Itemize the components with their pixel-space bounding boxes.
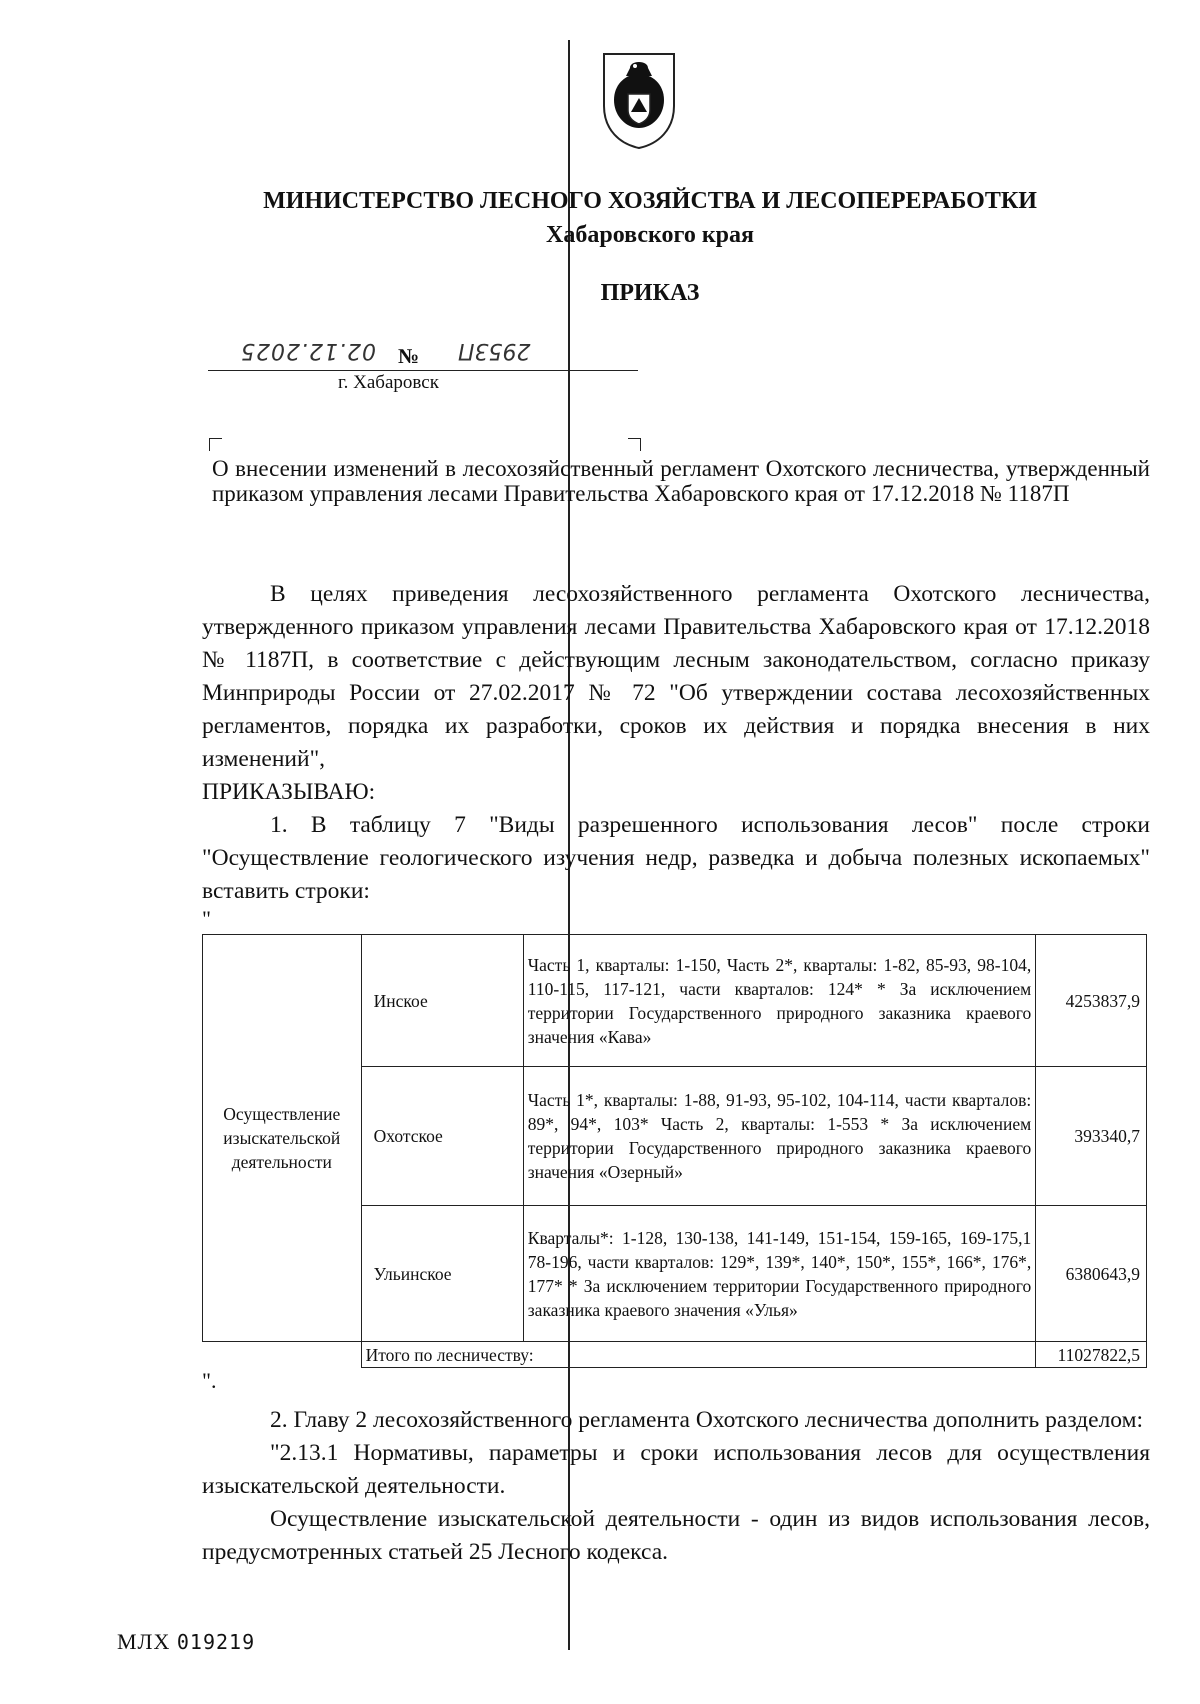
- order-date: 02.12.2025: [240, 338, 376, 363]
- code-letters: МЛХ: [117, 1629, 171, 1654]
- district-cell: Ульинское: [361, 1206, 523, 1342]
- ministry-region: Хабаровского края: [546, 222, 754, 248]
- date-underline: [208, 370, 638, 371]
- description-cell: Часть 1, кварталы: 1-150, Часть 2*, кварталы: 1-82, 85-93, 98-104, 110-115, 117-121, части кварталов: 124* * За исключением территории Государственного природного заказника краевого значения «Кава»: [523, 935, 1035, 1067]
- area-cell: 6380643,9: [1036, 1206, 1147, 1342]
- total-label: Итого по лесничеству:: [361, 1342, 1036, 1368]
- item-2: 2. Главу 2 лесохозяйственного регламента Охотского лесничества дополнить разделом:: [270, 1407, 1143, 1433]
- description-cell: Часть 1*, кварталы: 1-88, 91-93, 95-102, 104-114, части кварталов: 89*, 94*, 103* Часть 2, кварталы: 1-553 * За исключением территории Государственного природного заказника краевого значения «Озерный»: [523, 1067, 1035, 1206]
- district-cell: Инское: [361, 935, 523, 1067]
- order-title: ПРИКАЗ: [600, 280, 700, 306]
- district-cell: Охотское: [361, 1067, 523, 1206]
- activity-cell: Осуществление изыскательской деятельности: [203, 935, 362, 1342]
- table-total-row: [203, 1342, 1147, 1368]
- order-number: 2953П: [458, 338, 531, 363]
- item-1: 1. В таблицу 7 "Виды разрешенного использования лесов" после строки "Осуществление геологического изучения недр, разведка и добыча полезных ископаемых" вставить строки:: [202, 812, 1150, 904]
- preamble: В целях приведения лесохозяйственного регламента Охотского лесничества, утвержденного приказом управления лесами Правительства Хабаровского края от 17.12.2018 № 1187П, в соответствие с действующим лесным законодательством, согласно приказу Минприроды России от 27.02.2017 № 72 "Об утверждении состава лесохозяйственных регламентов, порядка их разработки, сроков их действия и порядка внесения в них изменений",: [202, 581, 1150, 772]
- ministry-name: МИНИСТЕРСТВО ЛЕСНОГО ХОЗЯЙСТВА И ЛЕСОПЕРЕРАБОТКИ: [263, 188, 1037, 214]
- ministry-heading: [0, 184, 1200, 252]
- empty-cell: [203, 1342, 362, 1368]
- total-value: 11027822,5: [1036, 1342, 1147, 1368]
- document-code: [117, 1629, 255, 1655]
- number-label: №: [398, 344, 420, 368]
- order-subject: О внесении изменений в лесохозяйственный регламент Охотского лесничества, утвержденный приказом управления лесами Правительства Хабаровского края от 17.12.2018 № 1187П: [212, 456, 1150, 506]
- area-cell: 4253837,9: [1036, 935, 1147, 1067]
- order-body-continued: [202, 1404, 1150, 1569]
- subject-bracket-right: [628, 438, 641, 451]
- order-date-number: [208, 340, 638, 370]
- coat-of-arms-icon: [600, 48, 678, 150]
- quote-close: ".: [202, 1368, 217, 1393]
- section-title: "2.13.1 Нормативы, параметры и сроки использования лесов для осуществления изыскательской деятельности.: [202, 1440, 1150, 1499]
- quote-open: ": [202, 906, 211, 931]
- forest-use-table: [202, 934, 1147, 1368]
- order-body: [202, 578, 1150, 908]
- subject-bracket-left: [209, 438, 222, 451]
- section-text: Осуществление изыскательской деятельности - один из видов использования лесов, предусмотренных статьей 25 Лесного кодекса.: [202, 1506, 1150, 1565]
- area-cell: 393340,7: [1036, 1067, 1147, 1206]
- order-word: ПРИКАЗЫВАЮ:: [202, 779, 376, 805]
- description-cell: Кварталы*: 1-128, 130-138, 141-149, 151-154, 159-165, 169-175,1 78-196, части кварталов: 129*, 139*, 140*, 150*, 155*, 166*, 176*, 177* * За исключением территории Государственного природного заказника краевого значения «Улья»: [523, 1206, 1035, 1342]
- code-digits: 019219: [176, 1630, 256, 1654]
- table-row: [203, 935, 1147, 1067]
- city: г. Хабаровск: [338, 372, 439, 393]
